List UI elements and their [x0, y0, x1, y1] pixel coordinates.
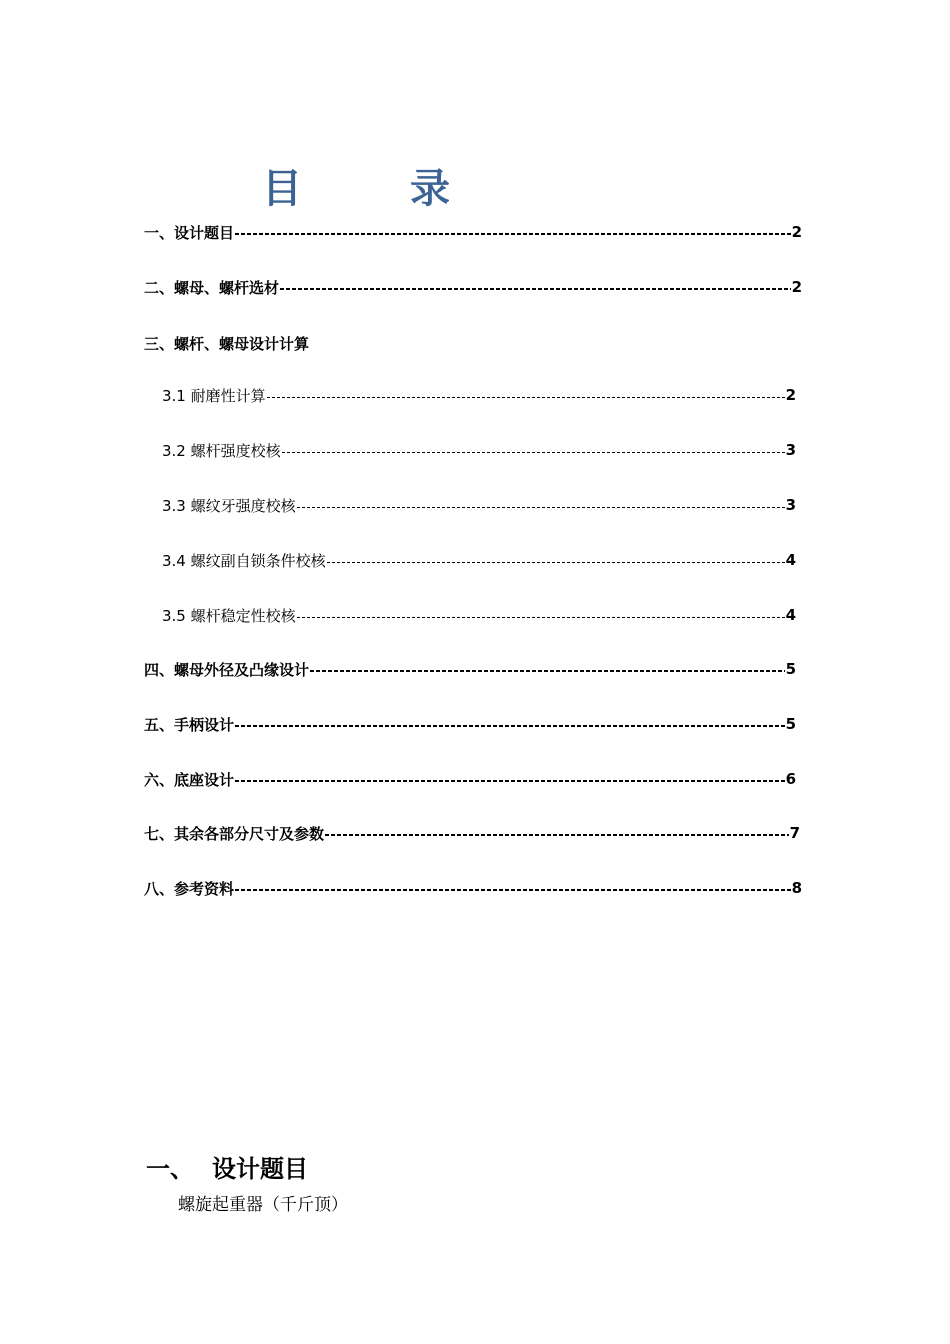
toc-page-number: 4: [785, 606, 796, 624]
toc-entry-label: 五、手柄设计: [144, 715, 235, 734]
section-title: 设计题目: [212, 1154, 308, 1183]
toc-page-number: 2: [791, 223, 802, 241]
toc-page-number: 8: [791, 879, 802, 897]
toc-entry-label: 一、设计题目: [144, 223, 235, 242]
toc-page-number: 5: [785, 715, 796, 733]
toc-leader: [327, 562, 785, 563]
toc-entry-label: 二、螺母、螺杆选材: [144, 278, 280, 297]
toc-leader: [282, 452, 785, 453]
toc-page-number: 4: [785, 551, 796, 569]
toc-page-number: 2: [785, 386, 796, 404]
toc-entry-label: 三、螺杆、螺母设计计算: [144, 334, 310, 353]
toc-entry-3-1[interactable]: [162, 384, 796, 406]
toc-entry-label: 3.4 螺纹副自锁条件校核: [162, 551, 326, 570]
toc-entry-4[interactable]: [144, 658, 796, 680]
toc-entry-6[interactable]: [144, 768, 796, 790]
toc-page-number: 6: [785, 770, 796, 788]
section-body-text: 螺旋起重器（千斤顶）: [178, 1195, 348, 1215]
section-number: 一、: [146, 1154, 194, 1183]
toc-entry-2[interactable]: [144, 276, 802, 298]
toc-entry-label: 八、参考资料: [144, 879, 235, 898]
toc-entry-label: 3.3 螺纹牙强度校核: [162, 496, 296, 515]
toc-entry-5[interactable]: [144, 713, 796, 735]
toc-entry-3-3[interactable]: [162, 494, 796, 516]
toc-entry-label: 六、底座设计: [144, 770, 235, 789]
toc-leader: [235, 780, 785, 782]
toc-leader: [297, 507, 785, 508]
toc-entry-label: 3.1 耐磨性计算: [162, 386, 266, 405]
toc-page-number: 3: [785, 496, 796, 514]
toc-entry-3-5[interactable]: [162, 604, 796, 626]
toc-entry-3-4[interactable]: [162, 549, 796, 571]
toc-leader: [280, 288, 791, 290]
toc-leader: [325, 834, 789, 836]
toc-entry-1[interactable]: [144, 221, 802, 243]
toc-entry-label: 3.5 螺杆稳定性校核: [162, 606, 296, 625]
toc-entry-3[interactable]: [144, 332, 444, 354]
toc-leader: [235, 725, 785, 727]
toc-page-number: 2: [791, 278, 802, 296]
toc-entry-label: 3.2 螺杆强度校核: [162, 441, 281, 460]
toc-entry-3-2[interactable]: [162, 439, 796, 461]
toc-entry-7[interactable]: [144, 822, 800, 844]
toc-leader: [297, 617, 785, 618]
toc-leader: [235, 889, 791, 891]
toc-page-number: 3: [785, 441, 796, 459]
toc-entry-label: 四、螺母外径及凸缘设计: [144, 660, 310, 679]
toc-leader: [310, 670, 785, 672]
toc-page-number: 5: [785, 660, 796, 678]
section-heading: [146, 1152, 308, 1186]
toc-entry-8[interactable]: [144, 877, 802, 899]
toc-leader: [235, 233, 791, 235]
toc-entry-label: 七、其余各部分尺寸及参数: [144, 824, 325, 843]
toc-leader: [267, 397, 785, 398]
toc-title: 目 录: [262, 165, 484, 212]
toc-page-number: 7: [789, 824, 800, 842]
